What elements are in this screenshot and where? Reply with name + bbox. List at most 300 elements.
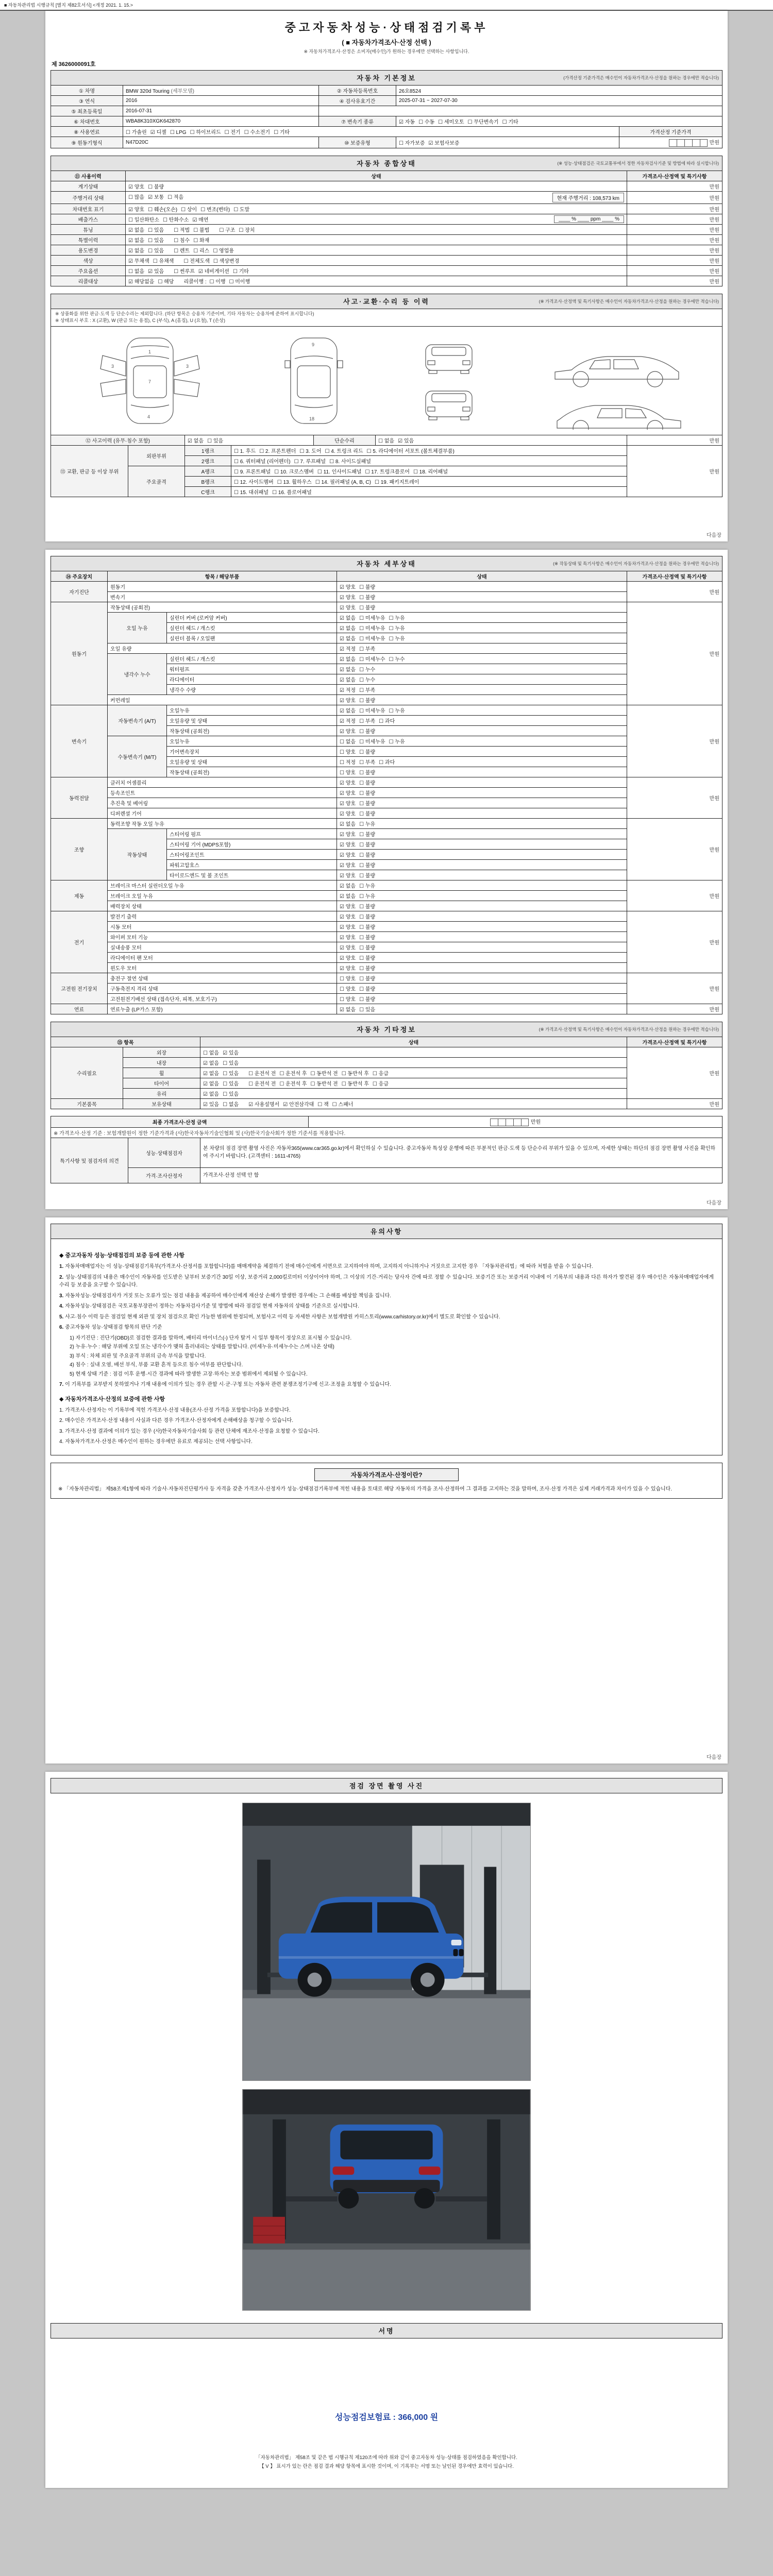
checkbox-option: ☑ 디젤 [150,130,166,135]
checkbox-option: ☑ 양호 [340,904,356,910]
checkbox-option: ☑ 없음 [203,1092,220,1097]
section-other-header [51,1022,722,1037]
other-state-cell [200,1047,627,1058]
page-1 [45,11,728,541]
detail-item-label: 고전원전기배선 상태 (접속단자, 피복, 보호기구) [108,994,337,1004]
table-row [51,96,722,106]
detail-item-label: 스티어링 펌프 [167,829,337,839]
rankC-options [231,486,627,497]
overall-col-item: ⑪ 사용이력 [51,171,126,181]
accident-history-label: ⑫ 사고이력 (유무·침수 포함) [51,435,185,445]
checkbox-option: ☑ 없음 [340,894,356,900]
detail-row [51,973,722,984]
checkbox-option: ☐ 미이행 [229,279,250,285]
detail-price-cell: 만원 [627,880,722,911]
detail-device-label: 전기 [51,911,108,973]
overall-row [51,181,722,191]
table-row [51,137,722,148]
section-overall-note: (※ 성능·상태점검은 국토교통부에서 정한 자동차검사기준 및 방법에 따라 실시합니다) [557,160,719,166]
accident-legend-line2: ※ 상태표시 부호 : X (교환), W (판금 또는 용접), C (부식), A (흠집), U (요철), T (손상) [55,318,225,324]
checkbox-option: ☐ 1. 후드 [234,448,256,454]
accident-legend [51,309,722,327]
option-groups [340,966,379,972]
option-groups [340,987,379,992]
price-unit: 만원 [709,140,719,146]
option-groups [128,238,213,244]
table-row [51,445,722,455]
checkbox-option: ☐ 누유 [389,626,405,632]
checkbox-option: ☐ 불량 [359,945,376,951]
first-reg-label: ⑤ 최초등록일 [51,106,123,116]
checkbox-option: ☑ 양호 [340,781,356,786]
checkbox-option: ☐ 해당 [158,279,174,285]
table-header-row [51,571,722,582]
option-groups [340,636,409,642]
table-row [51,116,722,127]
notice-item: 7. 이 기록부를 교부받지 못하였거나 기재 내용에 이의가 있는 경우 관할 시·군·구청 또는 자동차 관련 분쟁조정기구에 신고·조정을 요청할 수 있습니다. [59,1382,391,1388]
rankA-label: A랭크 [185,466,231,476]
option-groups [203,1050,242,1056]
checkbox-option: ☐ 불량 [359,791,376,796]
checkbox-option: ☐ 미세누유 [359,708,385,714]
remarks-table [51,1138,722,1183]
option-groups [203,1071,392,1077]
detail-state-cell [337,798,627,808]
option-groups [340,925,379,930]
price-select-note: ※ 자동차가격조사·산정은 소비자(매수인)가 원하는 경우에만 선택하는 사항입니다. [304,49,469,54]
checkbox-option: ☐ 화재 [193,238,210,244]
option-groups [340,832,379,838]
checkbox-option: ☑ 적정 [340,688,356,693]
checkbox-option: ☐ 장치 [239,227,255,233]
table-row [51,86,722,96]
checkbox-option: ☐ 있음 [148,227,164,233]
option-groups [203,1061,242,1066]
detail-item-label: 오일유량 및 상태 [167,757,337,767]
checkbox-option: ☐ 과다 [379,719,395,724]
detail-item-label: 오일누유 [167,705,337,716]
checkbox-option: ☐ 6. 쿼터패널 (리어펜더) [234,459,291,465]
checkbox-option: ☑ 양호 [340,595,356,601]
checkbox-option: ☐ 수소전기 [244,130,271,135]
inspection-value: 2025-07-31 ~ 2027-07-30 [396,96,722,106]
price-digit-boxes [669,139,708,147]
final-price-digit-boxes [490,1118,529,1126]
overall-state-cell [126,255,627,265]
accident-legend-line1: ※ 상품화를 위한 판금·도색 등 단순수리는 제외합니다. (하단 항목은 승용차 기준이며, 기타 자동차는 승용차에 준하여 표시합니다) [55,311,314,316]
option-groups [128,207,253,213]
section-basic-info-title: 자동차 기본정보 [357,74,416,82]
option-groups [340,605,379,611]
exchange-price-cell: 만원 [627,445,722,497]
detail-item-label: 오일 유량 [108,643,337,654]
basic-items-label: 기본품목 [51,1099,123,1109]
page-4 [45,1772,728,2488]
price-definition-text: ※ 「자동차관리법」 제58조제1항에 따라 기술사·자동차진단평가사 등 자격을 갖춘 가격조사·산정자가 성능·상태점검기록부에 적힌 내용을 토대로 해당 자동차의 가격을 조사·산정하여 그 결과를 고지하는 것을 말하며, 조사·산정 가격은 실제 거래가격과 차이가 있을 수 있습니다. [58,1486,673,1492]
other-price-cell: 만원 [627,1047,722,1099]
option-groups [340,760,398,766]
detail-item-label: 원동기 [108,582,337,592]
digit-box [700,139,708,147]
detail-state-cell [337,705,627,716]
digit-box [506,1118,513,1126]
detail-item-label: 발전기 출력 [108,911,337,922]
detail-item-label: 동력조향 작동 오일 누유 [108,819,337,829]
price-definition-box [51,1463,722,1499]
checkbox-option: ☐ 불량 [359,585,376,590]
svg-text:3: 3 [111,363,114,369]
detail-price-cell: 만원 [627,582,722,602]
exchange-label: ⑬ 교환, 판금 등 이상 부위 [51,445,128,497]
option-groups [340,647,379,652]
checkbox-option: ☐ 이행 [209,279,226,285]
detail-state-cell [337,829,627,839]
option-groups [203,1081,392,1087]
overall-price-cell: 만원 [627,255,722,265]
detail-item-label: 타이로드엔드 및 볼 조인트 [167,870,337,880]
transmission-label: ⑦ 변속기 종류 [319,116,396,127]
checkbox-option: ☐ 누유 [389,636,405,642]
notices-price-items [59,1406,714,1446]
basic-items-price: 만원 [627,1099,722,1109]
warranty-label: ⑩ 보증유형 [319,137,396,148]
empty-cell [319,106,722,116]
overall-state-cell [126,245,627,255]
checkbox-option: ☑ 보통 [148,194,164,200]
section-accident-note: (※ 가격조사·산정액 및 특기사항은 매수인이 자동차가격조사·산정을 원하는 경우에만 적습니다) [539,298,719,304]
detail-state-cell [337,984,627,994]
checkbox-option: ☐ 적법 [174,227,190,233]
overall-item-label: 주요옵션 [51,265,126,276]
detail-device-label: 연료 [51,1004,108,1014]
notice-item: 4. 자동차성능·상태점검은 국토교통부장관이 정하는 자동차검사기준 및 방법에 따라 점검일 현재 자동차의 상태를 기준으로 실시합니다. [59,1303,359,1310]
detail-state-cell [337,685,627,695]
detail-item-label: 커먼레일 [108,695,337,705]
notice-number: 7. [59,1382,64,1388]
other-row [51,1047,722,1058]
option-groups [340,801,379,807]
option-groups [340,914,379,920]
digit-box [677,139,684,147]
detail-state-cell [337,808,627,819]
checkbox-option: ☐ 부족 [359,719,376,724]
rankB-label: B랭크 [185,476,231,486]
detail-price-cell: 만원 [627,602,722,705]
detail-state-cell [337,664,627,674]
detail-row [51,953,722,963]
year-label: ③ 연식 [51,96,123,106]
option-groups [340,585,379,590]
detail-row [51,880,722,891]
option-groups [340,719,398,724]
detail-state-cell [337,994,627,1004]
detail-device-label: 원동기 [51,602,108,705]
detail-device-label: 자기진단 [51,582,108,602]
checkbox-option: ☐ LPG [170,130,187,135]
next-page-text: 다음장 [707,533,721,538]
price-select-line: ( ■ 자동차가격조사·산정 선택 ) [342,39,431,46]
checkbox-option: ☐ 있음 [223,1092,239,1097]
detail-item-label: 오일유량 및 상태 [167,716,337,726]
option-groups [340,688,379,693]
detail-row [51,942,722,953]
checkbox-option: ☐ 미세누유 [359,616,385,621]
final-price-label: 최종 가격조사·산정 금액 [51,1116,309,1128]
detail-item-label: 라디에이터 [167,674,337,685]
checkbox-option: ☐ 양호 [340,997,356,1003]
checkbox-option: ☐ 미세누수 [359,657,385,663]
detail-item-label: 시동 모터 [108,922,337,932]
checkbox-option: ☑ 양호 [128,184,145,190]
checkbox-option: ☑ 없음 [340,1007,356,1013]
checkbox-option: ☐ 기타 [502,120,518,125]
basic-items-state [200,1099,627,1109]
checkbox-option: ☐ 불량 [359,698,376,704]
option-groups [340,698,379,704]
detail-state-cell [337,1004,627,1014]
car-name-submodel: (세부모델) [171,89,194,94]
base-price-value [619,137,722,148]
appraiser-comment: 가격조사·산정 선택 안 함 [200,1167,722,1183]
vin-value: WBA8K310XGK642870 [123,116,319,127]
notice-number: 4. [59,1303,64,1310]
option-groups [340,729,379,735]
detail-state-cell [337,922,627,932]
detail-item-label: 와이퍼 모터 기능 [108,932,337,942]
detail-state-cell [337,870,627,880]
section-signature-header [51,2323,722,2338]
checkbox-option: ☑ 없음 [340,616,356,621]
option-groups [340,1007,379,1013]
option-groups [340,657,409,663]
checkbox-option: ☐ 15. 대쉬패널 [234,489,269,496]
checkbox-option: ☐ 있음 [223,1061,239,1066]
checkbox-option: ☐ 19. 패키지트레이 [375,479,419,485]
option-groups [340,750,379,755]
section-signature-title: 서명 [378,2327,395,2335]
checkbox-option: ☐ 누수 [359,667,376,673]
table-row [51,106,722,116]
detail-item-label: 기어변속장치 [167,747,337,757]
overall-item-label: 계기상태 [51,181,126,191]
checkbox-option: ☐ 불량 [359,925,376,930]
checkbox-option: ☐ 불량 [359,781,376,786]
detail-state-cell [337,767,627,777]
option-groups [340,781,379,786]
option-groups [340,842,379,848]
section-detail-title: 자동차 세부상태 [357,560,416,568]
overall-item-label: 용도변경 [51,245,126,255]
checkbox-option: ☑ 양호 [340,873,356,879]
checkbox-option: ☑ 양호 [128,207,145,213]
footer-statement-1: 「자동차관리법」 제58조 및 같은 법 시행규칙 제120조에 따라 위와 같이 중고자동차 성능·상태를 점검하였음을 확인합니다. [256,2455,517,2461]
detail-row [51,654,722,664]
checkbox-option: ☐ 유채색 [153,258,174,264]
basic-items-item: 보유상태 [123,1099,200,1109]
overall-price-cell: 만원 [627,265,722,276]
checkbox-option: ☐ 누수 [359,677,376,683]
detail-state-cell [337,736,627,747]
detail-state-cell [337,582,627,592]
detail-device-label: 조향 [51,819,108,880]
first-reg-value: 2016-07-31 [123,106,319,116]
overall-state-cell [126,265,627,276]
car-diagram-side-views-icon [546,332,690,430]
option-groups [340,708,409,714]
insurance-premium-label: 성능점검보험료 : [334,2413,396,2422]
detail-row [51,963,722,973]
option-groups [128,217,212,223]
checkbox-option: ☑ 자동 [399,120,415,125]
checkbox-option: ☐ 훼손(오손) [148,207,178,213]
detail-price-cell: 만원 [627,973,722,1004]
detail-price-cell: 만원 [627,705,722,777]
checkbox-option: ☐ 있음 [207,438,224,444]
detail-item-label: 윈도우 모터 [108,963,337,973]
overall-row [51,191,722,204]
option-groups [340,677,379,683]
checkbox-option: ☐ 없음 [223,1102,239,1108]
checkbox-option: ☐ 7. 루프패널 [294,459,326,465]
detail-state-cell [337,860,627,870]
notice-number: 1. [59,1264,64,1270]
detail-state-cell [337,942,627,953]
section-detail-header [51,556,722,571]
notices-body [51,1239,722,1455]
overall-row [51,234,722,245]
detail-item-label: 배력장치 상태 [108,901,337,911]
notice-number: 6. [59,1325,64,1331]
option-groups [340,667,379,673]
checkbox-option: ☑ 안전삼각대 [283,1102,314,1108]
checkbox-option: ☐ 일산화탄소 [128,217,160,223]
detail-row [51,819,722,829]
footer-statement-2: 【 V 】 표시가 있는 란은 점검 결과 해당 항목에 표시한 것이며, 이 기록부는 서명 또는 날인된 경우에만 효력이 있습니다. [259,2464,514,2470]
table-row [51,127,722,137]
overall-item-label: 색상 [51,255,126,265]
checkbox-option: ☐ 3. 도어 [299,448,322,454]
other-state-cell [200,1078,627,1089]
option-groups [340,863,379,869]
detail-device-label: 고전원 전기장치 [51,973,108,1004]
overall-row [51,276,722,286]
detail-state-cell [337,891,627,901]
overall-item-label: 차대번호 표기 [51,204,126,214]
detail-state-cell [337,726,627,736]
checkbox-option: ☑ 매연 [192,217,209,223]
checkbox-option: ☐ 탄화수소 [163,217,189,223]
detail-state-cell [337,911,627,922]
checkbox-option: ☐ 변조(변타) [200,207,230,213]
detail-item-label: 실내송풍 모터 [108,942,337,953]
detail-item-label: 실린더 블록 / 오일팬 [167,633,337,643]
checkbox-option: ☐ 불량 [359,595,376,601]
option-groups [203,1092,242,1097]
detail-item-label: 실린더 헤드 / 개스킷 [167,654,337,664]
detail-col-state: 상태 [337,571,627,582]
option-groups [340,595,379,601]
option-groups [340,945,379,951]
checkbox-option: ☐ 12. 사이드멤버 [234,479,274,485]
overall-row [51,224,722,234]
group-label: 리콜이행 : [183,279,208,285]
other-item-label: 휠 [123,1068,200,1078]
checkbox-option: ☑ 해당없음 [128,279,155,285]
detail-col-device: ⑭ 주요장치 [51,571,108,582]
overall-state-cell [126,181,627,191]
detail-state-cell [337,777,627,788]
fuel-label: ⑧ 사용연료 [51,127,123,137]
option-groups [340,739,409,745]
checkbox-option: ☐ 동반석 전 [310,1081,338,1087]
checkbox-option: ☐ 렌트 [174,248,190,254]
checkbox-option: ☑ 양호 [340,945,356,951]
detail-row [51,582,722,592]
overall-row [51,265,722,276]
checkbox-option: ☐ 양호 [340,770,356,776]
section-detail-note: (※ 작동상태 및 특기사항은 매수인이 자동차가격조사·산정을 원하는 경우에만 적습니다) [553,561,719,566]
option-groups [128,248,238,254]
detail-item-label: 작동상태 (공회전) [167,767,337,777]
checkbox-option: ☐ 없음 [203,1050,220,1056]
table-row [51,1116,722,1128]
checkbox-option: ☐ 썬루프 [174,268,195,275]
checkbox-option: ☑ 없음 [188,438,204,444]
car-diagram-top-doors-open-icon [83,332,217,430]
other-item-label: 내장 [123,1058,200,1068]
section-notices-header [51,1224,722,1239]
checkbox-option: ☐ 있음 [148,248,164,254]
price-definition-title: 자동차가격조사·산정이란? [314,1468,459,1481]
detail-item-label: 변속기 [108,592,337,602]
checkbox-option: ☐ 색상변경 [213,258,240,264]
other-state-cell [200,1089,627,1099]
overall-item-label: 리콜대상 [51,276,126,286]
checkbox-option: ☑ 사용설명서 [248,1102,280,1108]
transmission-options [396,116,722,127]
checkbox-option: ☐ 부족 [359,688,376,693]
inspector-comment: 본 차량의 점검 장면 촬영 사진은 자동차365(www.car365.go.kr)에서 확인하실 수 있습니다. 중고자동차 특성상 운행에 따른 부분적인 판금·도색 등 단순수리 부위가 있을 수 있으며, 자세한 상태는 하단의 점검 장면 촬영 사진을 확인하여 주시기 바랍니다. (고객센터 : 1611-4765) [200,1138,722,1167]
detail-row [51,1004,722,1014]
detail-state-table [51,571,722,1014]
next-page-text: 다음장 [707,1200,721,1206]
overall-price-cell: 만원 [627,234,722,245]
detail-sub-label: 자동변속기 (A/T) [108,705,167,736]
overall-state-cell [126,214,627,224]
remarks-label: 특기사항 및 점검자의 의견 [51,1138,128,1183]
checkbox-option: ☑ 양호 [340,698,356,704]
detail-item-label: 실린더 헤드 / 개스킷 [167,623,337,633]
notice-item: 3. 자동차성능·상태점검자가 거짓 또는 오류가 있는 점검 내용을 제공하여 매수인에게 재산상 손해가 발생한 경우에는 그 손해를 배상할 책임을 집니다. [59,1293,392,1299]
year-value: 2016 [123,96,319,106]
detail-item-label: 등속조인트 [108,788,337,798]
checkbox-option: ☐ 없음 [340,739,356,745]
other-group-label: 수리필요 [51,1047,123,1099]
checkbox-option: ☑ 양호 [340,832,356,838]
digit-box [498,1118,506,1126]
section-photos-title: 점검 장면 촬영 사진 [349,1782,424,1790]
checkbox-option: ☑ 양호 [340,925,356,930]
notice-subitem: 3) 부식 : 차체 외판 및 주요골격 부위의 금속 부식을 말합니다. [70,1353,206,1359]
other-col-state: 상태 [200,1037,627,1047]
overall-price-cell: 만원 [627,245,722,255]
checkbox-option: ☐ 적음 [167,194,184,200]
detail-price-cell: 만원 [627,777,722,819]
detail-sub-label: 수동변속기 (M/T) [108,736,167,777]
option-groups [340,853,379,858]
checkbox-option: ☑ 있음 [223,1050,239,1056]
simple-repair-label: 단순수리 [314,435,376,445]
